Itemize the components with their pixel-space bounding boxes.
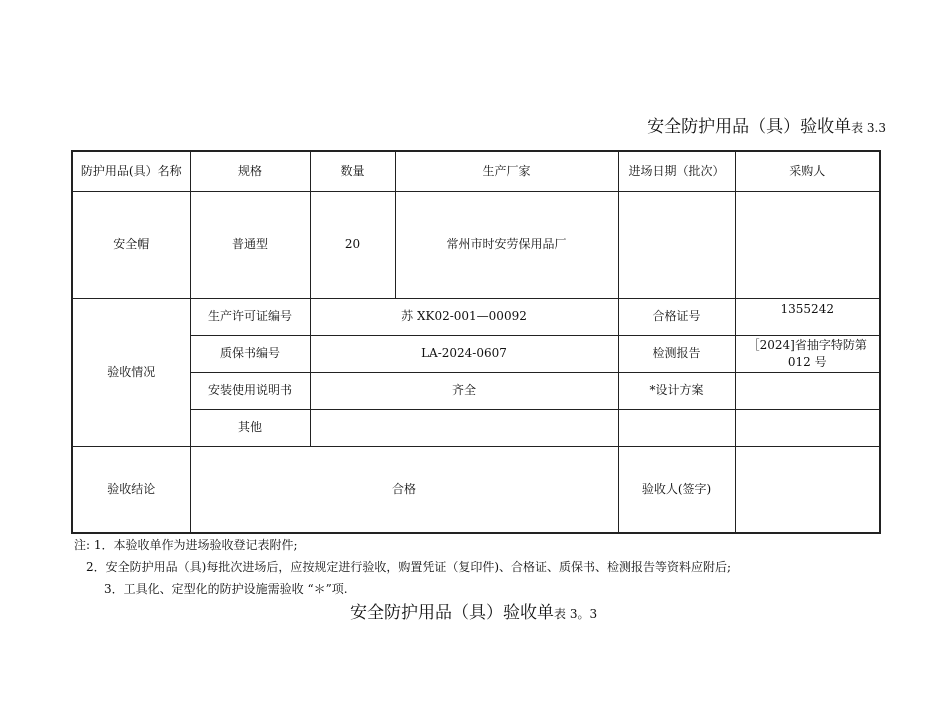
table-number: 表 3.3 (851, 121, 886, 135)
conclusion-label: 验收结论 (72, 446, 190, 533)
acceptance-form-table (71, 150, 881, 534)
inspection-value: 苏 XK02-001—00092 (310, 298, 618, 335)
inspection-label2: 检测报告 (618, 335, 735, 372)
note-1: 注: 1．本验收单作为进场验收登记表附件; (74, 538, 298, 552)
inspection-label2: 合格证号 (618, 298, 735, 335)
inspection-label2 (618, 409, 735, 446)
product-row (72, 191, 880, 298)
header-cell-buyer: 采购人 (735, 151, 880, 191)
inspection-row (72, 409, 880, 446)
form-title: 安全防护用品（具）验收单 (647, 117, 852, 137)
inspection-row (72, 298, 880, 335)
inspection-label2: *设计方案 (618, 372, 735, 409)
product-entry-date (618, 191, 735, 298)
inspector-label: 验收人(签字) (618, 446, 735, 533)
product-name: 安全帽 (72, 191, 190, 298)
inspection-row (72, 335, 880, 372)
header-cell-name: 防护用品(具）名称 (72, 151, 190, 191)
note-2: 2．安全防护用品（具)每批次进场后，应按规定进行验收，购置凭证（复印件)、合格证、质保书、检测报告等资料应附后; (86, 560, 732, 574)
header-cell-entry-date: 进场日期（批次） (618, 151, 735, 191)
product-manufacturer: 常州市时安劳保用品厂 (395, 191, 618, 298)
inspection-value (310, 409, 618, 446)
product-spec: 普通型 (190, 191, 310, 298)
header-cell-manufacturer: 生产厂家 (395, 151, 618, 191)
notes (74, 534, 731, 600)
inspection-value: LA-2024-0607 (310, 335, 618, 372)
inspection-label: 安装使用说明书 (190, 372, 310, 409)
header-cell-quantity: 数量 (310, 151, 395, 191)
inspection-section-label: 验收情况 (72, 298, 190, 446)
conclusion-value: 合格 (190, 446, 618, 533)
product-quantity: 20 (310, 191, 395, 298)
footer-table-number: 表 3。3 (554, 607, 598, 621)
inspection-value: 齐全 (310, 372, 618, 409)
inspection-label: 其他 (190, 409, 310, 446)
header-row (72, 151, 880, 191)
form-title-top (647, 112, 886, 137)
inspector-signature (735, 446, 880, 533)
header-cell-spec: 规格 (190, 151, 310, 191)
inspection-value2 (735, 409, 880, 446)
inspection-value2: ［2024]省抽字特防第 012 号 (735, 335, 880, 372)
product-buyer (735, 191, 880, 298)
inspection-value2 (735, 372, 880, 409)
note-3: 3．工具化、定型化的防护设施需验收 “＊”项. (104, 582, 348, 596)
conclusion-row (72, 446, 880, 533)
inspection-value2: 1355242 (735, 298, 880, 335)
inspection-row (72, 372, 880, 409)
form-title-bottom (350, 598, 597, 623)
inspection-label: 生产许可证编号 (190, 298, 310, 335)
inspection-label: 质保书编号 (190, 335, 310, 372)
footer-title: 安全防护用品（具）验收单 (350, 603, 554, 623)
